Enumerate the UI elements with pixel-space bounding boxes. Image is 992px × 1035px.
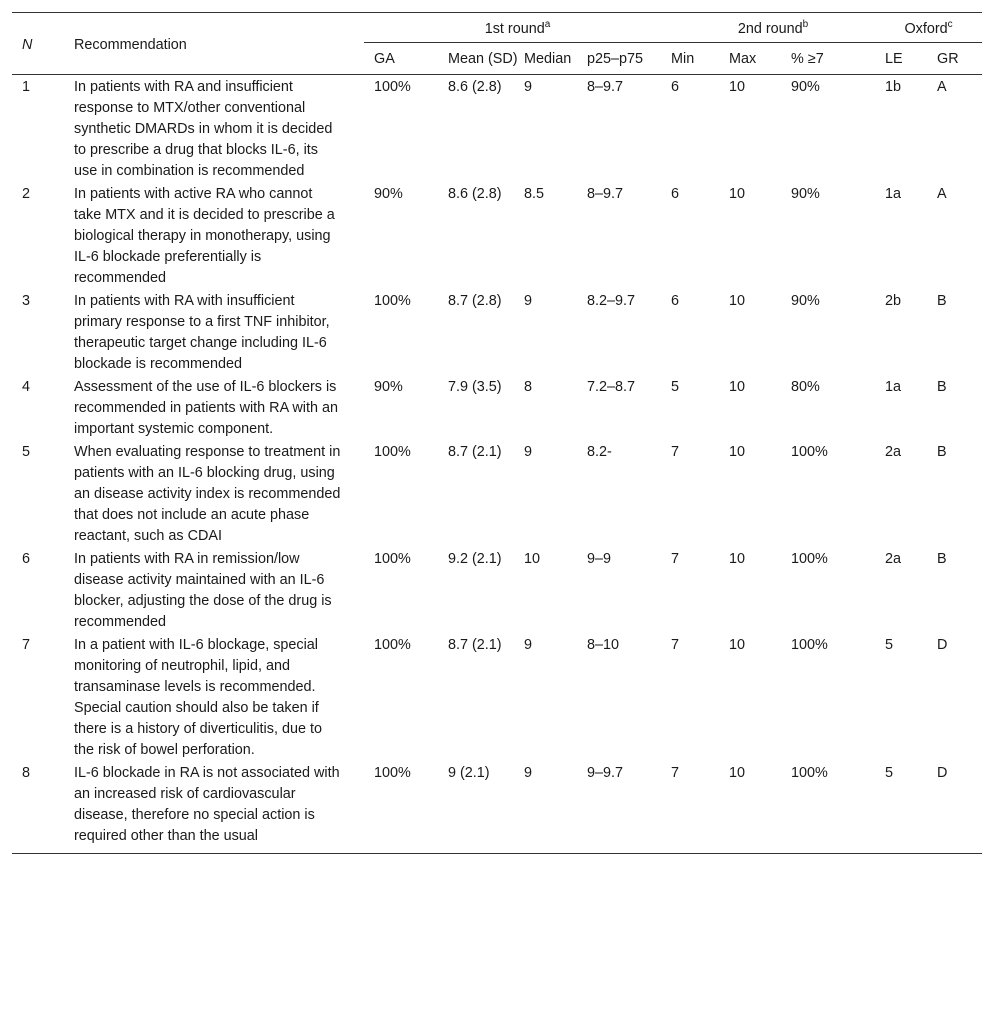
group-header-1st-round: 1st round$^a$ (364, 13, 671, 43)
cell-mean-sd: 7.9 (3.5) (448, 379, 502, 395)
recommendation-text: In patients with RA and insufficient response to MTX/other conventional synthetic DMARDs in whom it is decided to prescribe a drug that blocks IL-6, its use in combination is recommended (74, 79, 333, 179)
cell-mean-sd: 8.7 (2.1) (448, 444, 502, 460)
cell-p25-p75: 8–9.7 (587, 186, 624, 202)
table-row (12, 761, 982, 854)
cell-median: 9 (524, 637, 533, 653)
col-header-le: LE (885, 51, 903, 67)
col-header-mean-sd: Mean (SD) (448, 51, 518, 67)
cell-min: 5 (671, 379, 680, 395)
table-row (12, 375, 982, 440)
cell-le: 1b (885, 79, 902, 95)
cell-max: 10 (729, 379, 746, 395)
cell-median: 9 (524, 293, 533, 309)
table-row (12, 633, 982, 761)
cell-max: 10 (729, 444, 746, 460)
cell-le: 1a (885, 379, 902, 395)
cell-le: 5 (885, 637, 894, 653)
cell-mean-sd: 8.7 (2.8) (448, 293, 502, 309)
row-number: 7 (22, 637, 31, 653)
cell-median: 8.5 (524, 186, 545, 202)
col-header-pct-ge-7: % ≥7 (791, 51, 824, 67)
row-number: 8 (12, 761, 74, 854)
col-header-gr: GR (937, 51, 959, 67)
cell-p25-p75: 9–9 (587, 551, 612, 567)
cell-gr: B (937, 293, 947, 309)
cell-ga: 100% (374, 551, 411, 567)
cell-pct-ge-7: 90% (791, 293, 820, 309)
cell-p25-p75: 8–9.7 (587, 79, 624, 95)
cell-pct-ge-7: 90% (791, 79, 820, 95)
cell-p25-p75: 8–10 (587, 637, 620, 653)
recommendation-text: In patients with active RA who cannot take MTX and it is decided to prescribe a biological therapy in monotherapy, using IL-6 blockade preferentially is recommended (74, 186, 335, 286)
cell-median: 9 (524, 79, 533, 95)
row-number: 1 (22, 79, 31, 95)
cell-median: 9 (524, 761, 587, 854)
cell-gr: A (937, 186, 947, 202)
col-header-n: N (12, 13, 74, 75)
row-number: 4 (22, 379, 31, 395)
header-group-row (12, 13, 982, 43)
cell-le: 5 (875, 761, 937, 854)
cell-ga: 100% (374, 444, 411, 460)
table-row (12, 440, 982, 547)
cell-ga: 100% (374, 79, 411, 95)
cell-min: 6 (671, 293, 680, 309)
cell-max: 10 (729, 551, 746, 567)
cell-pct-ge-7: 90% (791, 186, 820, 202)
row-number: 5 (22, 444, 31, 460)
col-header-max: Max (729, 51, 757, 67)
row-number: 6 (22, 551, 31, 567)
col-header-recommendation: Recommendation (74, 13, 364, 75)
cell-p25-p75: 7.2–8.7 (587, 379, 636, 395)
cell-min: 7 (671, 551, 680, 567)
group-header-2nd-round: 2nd round$^b$ (671, 13, 875, 43)
cell-pct-ge-7: 100% (791, 551, 828, 567)
cell-ga: 100% (374, 293, 411, 309)
cell-mean-sd: 9 (2.1) (448, 761, 524, 854)
cell-min: 7 (671, 444, 680, 460)
cell-mean-sd: 8.6 (2.8) (448, 79, 502, 95)
table-row (12, 182, 982, 289)
col-header-ga: GA (374, 51, 395, 67)
group-header-oxford: Oxford$^c$ (875, 13, 982, 43)
cell-gr: B (937, 444, 947, 460)
recommendation-text: Assessment of the use of IL-6 blockers is recommended in patients with RA with an important systemic component. (74, 379, 338, 437)
table-row (12, 289, 982, 375)
cell-le: 2b (885, 293, 902, 309)
cell-pct-ge-7: 80% (791, 379, 820, 395)
recommendation-text: IL-6 blockade in RA is not associated with an increased risk of cardiovascular disease, therefore no special action is required other than the usual (74, 761, 364, 854)
cell-median: 8 (524, 379, 533, 395)
cell-gr: B (937, 551, 947, 567)
col-header-median: Median (524, 51, 572, 67)
cell-gr: B (937, 379, 947, 395)
table-row (12, 547, 982, 633)
cell-pct-ge-7: 100% (791, 637, 828, 653)
col-header-p25-p75: p25–p75 (587, 51, 644, 67)
recommendation-text: In a patient with IL-6 blockage, special monitoring of neutrophil, lipid, and transaminase levels is recommended. Special caution should also be taken if there is a history of diverticulitis, due to the risk of bowel perforation. (74, 637, 322, 758)
table-row (12, 75, 982, 183)
cell-min: 6 (671, 186, 680, 202)
cell-max: 10 (729, 79, 746, 95)
cell-pct-ge-7: 100% (791, 444, 828, 460)
cell-mean-sd: 8.6 (2.8) (448, 186, 502, 202)
cell-min: 7 (671, 637, 680, 653)
col-header-min: Min (671, 51, 695, 67)
cell-max: 10 (729, 293, 746, 309)
cell-p25-p75: 8.2- (587, 444, 612, 460)
recommendation-text: When evaluating response to treatment in patients with an IL-6 blocking drug, using an disease activity index is recommended that does not include an acute phase reactant, such as CDAI (74, 444, 341, 544)
cell-p25-p75: 8.2–9.7 (587, 293, 636, 309)
cell-ga: 100% (374, 637, 411, 653)
cell-mean-sd: 9.2 (2.1) (448, 551, 502, 567)
recommendations-table (12, 12, 982, 854)
cell-max: 10 (729, 761, 791, 854)
cell-min: 7 (671, 761, 729, 854)
cell-ga: 90% (374, 186, 403, 202)
cell-ga: 100% (364, 761, 448, 854)
row-number: 2 (22, 186, 31, 202)
cell-le: 1a (885, 186, 902, 202)
cell-le: 2a (885, 551, 902, 567)
cell-ga: 90% (374, 379, 403, 395)
recommendation-text: In patients with RA in remission/low disease activity maintained with an IL-6 blocker, adjusting the dose of the drug is recommended (74, 551, 332, 630)
cell-gr: D (937, 761, 982, 854)
cell-min: 6 (671, 79, 680, 95)
cell-median: 10 (524, 551, 541, 567)
recommendation-text: In patients with RA with insufficient primary response to a first TNF inhibitor, therapeutic target change including IL-6 blockade is recommended (74, 293, 330, 372)
cell-max: 10 (729, 186, 746, 202)
cell-p25-p75: 9–9.7 (587, 761, 671, 854)
cell-pct-ge-7: 100% (791, 761, 875, 854)
cell-mean-sd: 8.7 (2.1) (448, 637, 502, 653)
cell-gr: D (937, 637, 948, 653)
cell-le: 2a (885, 444, 902, 460)
cell-median: 9 (524, 444, 533, 460)
cell-max: 10 (729, 637, 746, 653)
row-number: 3 (22, 293, 31, 309)
cell-gr: A (937, 79, 947, 95)
